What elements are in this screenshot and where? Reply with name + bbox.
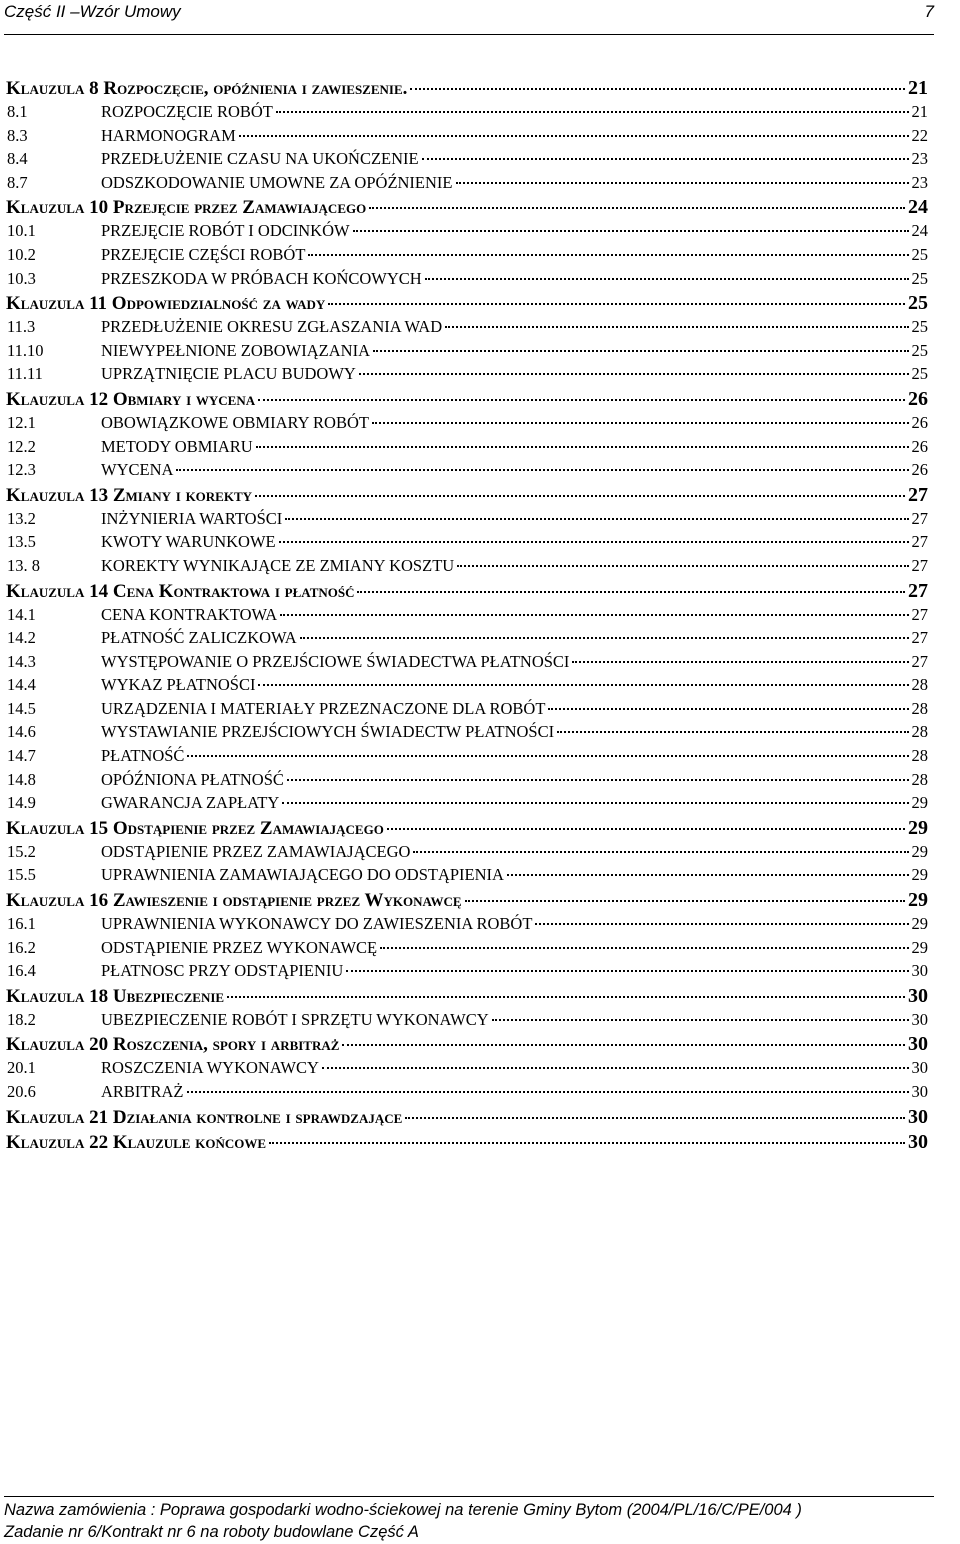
toc-entry-page: 23 xyxy=(911,172,928,192)
toc-entry-page: 27 xyxy=(908,579,928,602)
toc-entry-page: 29 xyxy=(911,793,928,813)
toc-entry-page: 27 xyxy=(911,555,928,575)
toc-entry-label: Klauzula 13 Zmiany i korekty xyxy=(6,484,253,506)
toc-clause-entry[interactable] xyxy=(6,580,928,605)
toc-entry-page: 28 xyxy=(911,675,928,695)
toc-entry-label: Klauzula 8 Rozpoczęcie, opóźnienia i zawieszenie. xyxy=(6,78,408,99)
toc-entry-page: 30 xyxy=(911,1082,928,1101)
toc-subentry[interactable] xyxy=(6,1082,928,1106)
toc-dot-leader xyxy=(445,326,908,328)
toc-dot-leader xyxy=(258,684,908,686)
toc-subentry[interactable] xyxy=(6,126,928,150)
toc-entry-page: 27 xyxy=(908,483,928,506)
toc-entry-number: 14.5 xyxy=(7,698,36,718)
toc-entry-page: 21 xyxy=(911,102,928,121)
toc-dot-leader xyxy=(287,779,909,781)
footer-line-2: Zadanie nr 6/Kontrakt nr 6 na roboty budowlane Część A xyxy=(4,1523,419,1541)
toc-clause-entry[interactable] xyxy=(6,1131,928,1156)
toc-subentry[interactable] xyxy=(6,364,928,388)
toc-entry-page: 28 xyxy=(911,722,928,742)
toc-entry-number: 14.9 xyxy=(7,793,36,813)
toc-entry-label: PŁATNOSC PRZY ODSTĄPIENIU xyxy=(101,961,344,981)
toc-subentry[interactable] xyxy=(6,842,928,866)
toc-clause-entry[interactable] xyxy=(6,817,928,842)
toc-dot-leader xyxy=(280,614,908,616)
toc-entry-number: 10.2 xyxy=(7,244,36,264)
toc-entry-page: 30 xyxy=(908,1130,928,1153)
toc-entry-number: 14.6 xyxy=(7,722,36,742)
toc-dot-leader xyxy=(457,565,908,567)
toc-dot-leader xyxy=(285,518,908,520)
toc-dot-leader xyxy=(187,1091,909,1093)
toc-clause-entry[interactable] xyxy=(6,1033,928,1058)
toc-entry-number: 16.2 xyxy=(7,937,36,957)
toc-entry-number: 13.2 xyxy=(7,508,36,528)
toc-entry-label: Klauzula 20 Roszczenia, spory i arbitraż xyxy=(6,1034,340,1056)
toc-entry-page: 27 xyxy=(911,651,928,671)
toc-entry-label: INŻYNIERIA WARTOŚCI xyxy=(101,508,283,528)
toc-dot-leader xyxy=(269,1142,905,1144)
toc-entry-label: PRZESZKODA W PRÓBACH KOŃCOWYCH xyxy=(101,268,422,288)
toc-subentry[interactable] xyxy=(6,173,928,197)
toc-dot-leader xyxy=(413,851,908,853)
toc-entry-label: Klauzula 16 Zawieszenie i odstąpienie przez Wykonawcę xyxy=(6,890,462,912)
toc-entry-label: METODY OBMIARU xyxy=(101,436,253,456)
header-title: Część II –Wzór Umowy xyxy=(4,2,181,21)
toc-subentry[interactable] xyxy=(6,938,928,962)
toc-entry-number: 8.3 xyxy=(7,125,28,145)
toc-entry-label: URZĄDZENIA I MATERIAŁY PRZEZNACZONE DLA ROBÓT xyxy=(101,698,546,718)
toc-entry-label: Klauzula 11 Odpowiedzialność za wady xyxy=(6,293,326,315)
toc-dot-leader xyxy=(492,1019,909,1021)
toc-dot-leader xyxy=(548,708,908,710)
toc-entry-label: Klauzula 15 Odstąpienie przez Zamawiającego xyxy=(6,817,384,839)
toc-entry-number: 14.8 xyxy=(7,769,36,789)
toc-subentry[interactable] xyxy=(6,509,928,533)
toc-entry-page: 28 xyxy=(911,698,928,718)
toc-entry-page: 30 xyxy=(908,984,928,1007)
toc-entry-label: Klauzula 21 Działania kontrolne i sprawdzające xyxy=(6,1106,403,1128)
toc-clause-entry[interactable] xyxy=(6,77,928,102)
toc-dot-leader xyxy=(346,970,908,972)
toc-dot-leader xyxy=(279,541,909,543)
toc-dot-leader xyxy=(255,495,905,497)
table-of-contents xyxy=(6,77,928,1156)
toc-entry-label: GWARANCJA ZAPŁATY xyxy=(101,793,280,813)
toc-entry-label: PŁATNOŚĆ xyxy=(101,746,185,766)
toc-entry-number: 8.1 xyxy=(7,102,28,121)
toc-entry-page: 27 xyxy=(911,628,928,648)
toc-clause-entry[interactable] xyxy=(6,889,928,914)
toc-entry-page: 25 xyxy=(911,340,928,360)
toc-dot-leader xyxy=(239,135,909,137)
toc-entry-number: 13.5 xyxy=(7,532,36,552)
toc-subentry[interactable] xyxy=(6,460,928,484)
toc-subentry[interactable] xyxy=(6,793,928,817)
toc-dot-leader xyxy=(465,900,905,902)
toc-dot-leader xyxy=(425,278,909,280)
page-footer xyxy=(4,1496,934,1543)
toc-entry-number: 12.2 xyxy=(7,436,36,456)
toc-subentry[interactable] xyxy=(6,437,928,461)
toc-entry-label: UBEZPIECZENIE ROBÓT I SPRZĘTU WYKONAWCY xyxy=(101,1009,489,1029)
toc-entry-label: HARMONOGRAM xyxy=(101,125,236,145)
toc-entry-page: 25 xyxy=(908,292,928,315)
toc-entry-label: Klauzula 12 Obmiary i wycena xyxy=(6,388,256,410)
toc-entry-label: Klauzula 14 Cena Kontraktowa i płatność xyxy=(6,580,355,602)
toc-subentry[interactable] xyxy=(6,556,928,580)
toc-dot-leader xyxy=(422,158,909,160)
toc-entry-number: 18.2 xyxy=(7,1009,36,1029)
toc-dot-leader xyxy=(359,373,909,375)
toc-dot-leader xyxy=(308,254,908,256)
toc-entry-label: WYSTAWIANIE PRZEJŚCIOWYCH ŚWIADECTW PŁATNOŚCI xyxy=(101,722,555,742)
toc-entry-label: UPRZĄTNIĘCIE PLACU BUDOWY xyxy=(101,364,356,384)
toc-entry-page: 29 xyxy=(911,865,928,885)
toc-dot-leader xyxy=(357,591,905,593)
toc-dot-leader xyxy=(322,1067,909,1069)
toc-subentry[interactable] xyxy=(6,269,928,293)
toc-entry-number: 16.1 xyxy=(7,914,36,934)
toc-subentry[interactable] xyxy=(6,245,928,269)
toc-subentry[interactable] xyxy=(6,1010,928,1034)
toc-entry-page: 30 xyxy=(911,1058,928,1078)
toc-entry-page: 25 xyxy=(911,364,928,384)
toc-entry-label: ARBITRAŻ xyxy=(101,1082,184,1101)
toc-subentry[interactable] xyxy=(6,532,928,556)
toc-entry-number: 13. 8 xyxy=(7,555,40,575)
toc-entry-label: ODSTĄPIENIE PRZEZ ZAMAWIAJĄCEGO xyxy=(101,841,411,861)
toc-dot-leader xyxy=(328,303,905,305)
toc-clause-entry[interactable] xyxy=(6,292,928,317)
toc-entry-label: ROSZCZENIA WYKONAWCY xyxy=(101,1058,319,1078)
toc-subentry[interactable] xyxy=(6,865,928,889)
toc-dot-leader xyxy=(187,755,908,757)
toc-dot-leader xyxy=(282,802,908,804)
toc-entry-page: 26 xyxy=(911,412,928,432)
toc-entry-label: WYKAZ PŁATNOŚCI xyxy=(101,675,256,695)
toc-entry-page: 29 xyxy=(911,841,928,861)
toc-entry-label: PRZEDŁUŻENIE CZASU NA UKOŃCZENIE xyxy=(101,149,419,169)
toc-subentry[interactable] xyxy=(6,675,928,699)
toc-entry-page: 29 xyxy=(911,937,928,957)
toc-dot-leader xyxy=(557,731,908,733)
toc-subentry[interactable] xyxy=(6,1058,928,1082)
toc-entry-number: 8.4 xyxy=(7,149,28,169)
toc-subentry[interactable] xyxy=(6,413,928,437)
toc-entry-page: 28 xyxy=(911,769,928,789)
footer-line-1: Nazwa zamówienia : Poprawa gospodarki wodno-ściekowej na terenie Gminy Bytom (2004/PL/16/C/PE/004 ) xyxy=(4,1501,802,1519)
toc-dot-leader xyxy=(176,469,908,471)
toc-entry-page: 29 xyxy=(908,816,928,839)
header-page-number: 7 xyxy=(924,2,934,21)
toc-entry-label: Klauzula 18 Ubezpieczenie xyxy=(6,985,225,1007)
toc-entry-label: UPRAWNIENIA ZAMAWIAJĄCEGO DO ODSTĄPIENIA xyxy=(101,865,504,885)
toc-entry-page: 27 xyxy=(911,508,928,528)
toc-entry-number: 14.2 xyxy=(7,628,36,648)
toc-subentry[interactable] xyxy=(6,102,928,126)
toc-dot-leader xyxy=(405,1117,905,1119)
toc-entry-label: PRZEJĘCIE ROBÓT I ODCINKÓW xyxy=(101,221,350,241)
toc-clause-entry[interactable] xyxy=(6,388,928,413)
toc-entry-number: 10.1 xyxy=(7,221,36,241)
toc-dot-leader xyxy=(507,874,909,876)
toc-subentry[interactable] xyxy=(6,722,928,746)
toc-entry-number: 12.1 xyxy=(7,412,36,432)
toc-entry-label: CENA KONTRAKTOWA xyxy=(101,604,278,624)
toc-dot-leader xyxy=(572,661,908,663)
toc-subentry[interactable] xyxy=(6,746,928,770)
toc-entry-number: 14.1 xyxy=(7,604,36,624)
toc-entry-page: 29 xyxy=(908,889,928,912)
toc-entry-page: 23 xyxy=(911,149,928,169)
toc-entry-number: 10.3 xyxy=(7,268,36,288)
toc-dot-leader xyxy=(387,828,905,830)
toc-entry-number: 15.2 xyxy=(7,841,36,861)
toc-entry-number: 14.7 xyxy=(7,746,36,766)
toc-dot-leader xyxy=(342,1044,905,1046)
toc-entry-page: 30 xyxy=(911,961,928,981)
toc-entry-page: 27 xyxy=(911,532,928,552)
toc-subentry[interactable] xyxy=(6,652,928,676)
toc-entry-label: WYCENA xyxy=(101,460,174,480)
toc-dot-leader xyxy=(372,422,909,424)
toc-entry-number: 20.1 xyxy=(7,1058,36,1078)
toc-entry-label: WYSTĘPOWANIE O PRZEJŚCIOWE ŚWIADECTWA PŁATNOŚCI xyxy=(101,651,570,671)
toc-entry-page: 25 xyxy=(911,268,928,288)
toc-entry-page: 24 xyxy=(908,196,928,219)
toc-entry-number: 11.11 xyxy=(7,364,43,384)
toc-subentry[interactable] xyxy=(6,221,928,245)
toc-dot-leader xyxy=(276,111,909,113)
toc-entry-label: OBOWIĄZKOWE OBMIARY ROBÓT xyxy=(101,412,369,432)
toc-entry-number: 8.7 xyxy=(7,172,28,192)
toc-entry-page: 26 xyxy=(908,387,928,410)
toc-entry-label: UPRAWNIENIA WYKONAWCY DO ZAWIESZENIA ROBÓT xyxy=(101,914,533,934)
toc-entry-page: 26 xyxy=(911,460,928,480)
toc-entry-page: 24 xyxy=(911,221,928,241)
toc-subentry[interactable] xyxy=(6,317,928,341)
toc-subentry[interactable] xyxy=(6,628,928,652)
toc-entry-number: 16.4 xyxy=(7,961,36,981)
toc-subentry[interactable] xyxy=(6,961,928,985)
toc-entry-number: 14.3 xyxy=(7,651,36,671)
toc-clause-entry[interactable] xyxy=(6,484,928,509)
toc-entry-page: 27 xyxy=(911,604,928,624)
toc-entry-label: PŁATNOŚĆ ZALICZKOWA xyxy=(101,628,297,648)
toc-entry-page: 29 xyxy=(911,914,928,934)
toc-entry-number: 15.5 xyxy=(7,865,36,885)
toc-dot-leader xyxy=(258,399,905,401)
toc-dot-leader xyxy=(256,446,909,448)
toc-entry-label: Klauzula 10 Przejęcie przez Zamawiającego xyxy=(6,197,367,219)
page-header xyxy=(4,0,934,35)
toc-entry-page: 22 xyxy=(911,125,928,145)
toc-clause-entry[interactable] xyxy=(6,196,928,221)
toc-entry-page: 25 xyxy=(911,317,928,337)
toc-entry-label: OPÓŹNIONA PŁATNOŚĆ xyxy=(101,769,284,789)
toc-entry-page: 26 xyxy=(911,436,928,456)
toc-clause-entry[interactable] xyxy=(6,1106,928,1131)
toc-entry-number: 20.6 xyxy=(7,1082,36,1101)
toc-clause-entry[interactable] xyxy=(6,985,928,1010)
toc-subentry[interactable] xyxy=(6,149,928,173)
toc-entry-page: 25 xyxy=(911,244,928,264)
toc-dot-leader xyxy=(227,996,905,998)
toc-dot-leader xyxy=(456,182,909,184)
toc-subentry[interactable] xyxy=(6,341,928,365)
toc-subentry[interactable] xyxy=(6,699,928,723)
toc-dot-leader xyxy=(535,923,908,925)
toc-entry-number: 14.4 xyxy=(7,675,36,695)
toc-dot-leader xyxy=(300,637,909,639)
toc-dot-leader xyxy=(373,350,909,352)
toc-dot-leader xyxy=(380,947,908,949)
toc-entry-label: Klauzula 22 Klauzule końcowe xyxy=(6,1131,267,1153)
toc-entry-number: 11.3 xyxy=(7,317,36,337)
toc-entry-number: 11.10 xyxy=(7,340,44,360)
toc-entry-label: ODSTĄPIENIE PRZEZ WYKONAWCĘ xyxy=(101,937,378,957)
toc-entry-label: ROZPOCZĘCIE ROBÓT xyxy=(101,102,273,121)
toc-entry-number: 12.3 xyxy=(7,460,36,480)
toc-entry-label: ODSZKODOWANIE UMOWNE ZA OPÓŹNIENIE xyxy=(101,172,453,192)
toc-entry-page: 30 xyxy=(911,1009,928,1029)
toc-subentry[interactable] xyxy=(6,770,928,794)
toc-entry-page: 21 xyxy=(908,77,928,99)
toc-dot-leader xyxy=(353,230,909,232)
toc-entry-page: 30 xyxy=(908,1033,928,1056)
toc-entry-label: KOREKTY WYNIKAJĄCE ZE ZMIANY KOSZTU xyxy=(101,555,455,575)
toc-entry-label: PRZEJĘCIE CZĘŚCI ROBÓT xyxy=(101,244,306,264)
toc-subentry[interactable] xyxy=(6,914,928,938)
toc-entry-page: 30 xyxy=(908,1105,928,1128)
toc-dot-leader xyxy=(410,88,905,90)
toc-entry-label: KWOTY WARUNKOWE xyxy=(101,532,276,552)
toc-entry-label: PRZEDŁUŻENIE OKRESU ZGŁASZANIA WAD xyxy=(101,317,443,337)
toc-subentry[interactable] xyxy=(6,605,928,629)
toc-entry-label: NIEWYPEŁNIONE ZOBOWIĄZANIA xyxy=(101,340,370,360)
toc-dot-leader xyxy=(369,207,905,209)
toc-entry-page: 28 xyxy=(911,746,928,766)
